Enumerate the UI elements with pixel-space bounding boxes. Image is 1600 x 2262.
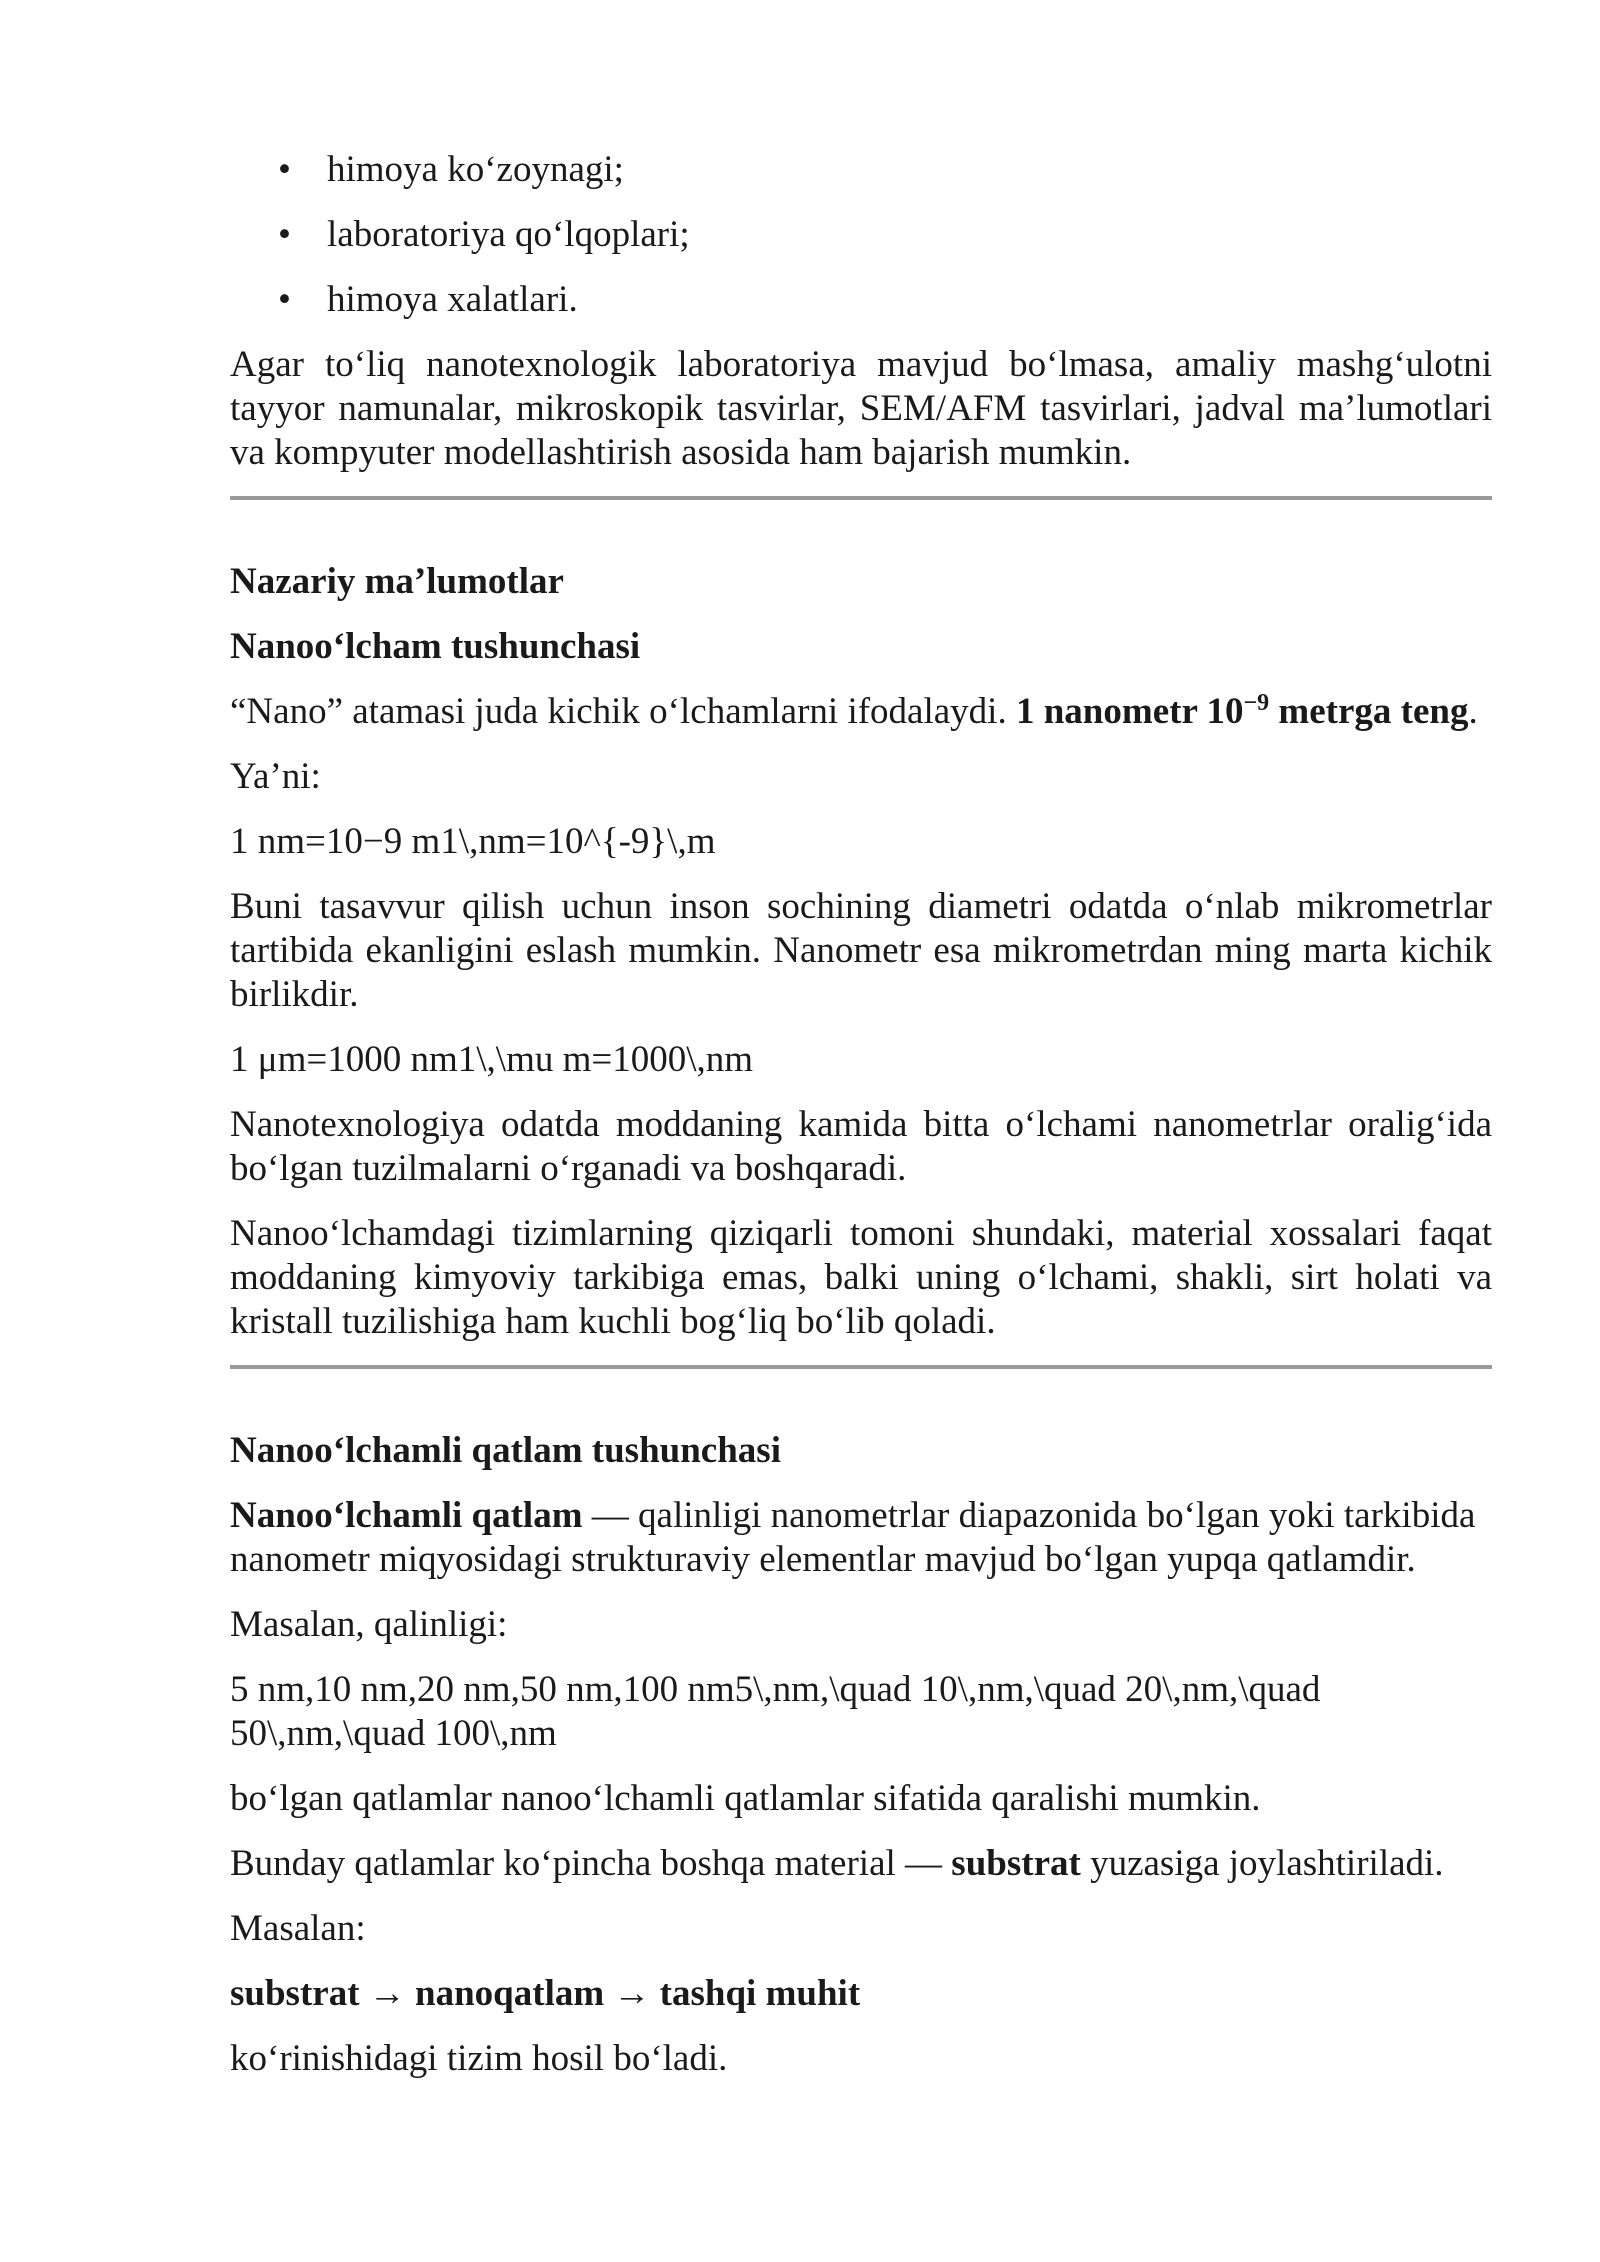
final-paragraph: ko‘rinishidagi tizim hosil bo‘ladi. — [230, 2038, 728, 2079]
formula-nanometer: 1 nm=10−9 m1\,nm=10^{-9}\,m — [230, 821, 716, 862]
subsection-heading: Nanoo‘lcham tushunchasi — [230, 626, 641, 667]
layer-chain: substrat → nanoqatlam → tashqi muhit — [230, 1973, 861, 2014]
list-item: • laboratoriya qo‘lqoplari; — [278, 214, 690, 255]
list-item: • himoya ko‘zoynagi; — [278, 149, 624, 190]
ppe-list — [230, 148, 1492, 322]
nanometer-definition: 1 nanometr $10^{-9}$ metrga teng — [1015, 690, 1469, 732]
bullet-icon: • — [278, 149, 291, 190]
bullet-icon: • — [278, 214, 291, 255]
intro-paragraph: Agar to‘liq nanotexnologik laboratoriya mavjud bo‘lmasa, amaliy mashg‘ulotni tayyor namunalar, mikroskopik tasvirlar, SEM/AFM tasvirlari, jadval ma’lumotlari va kompyuter modellashtirish asosida ham bajarish mumkin. — [230, 344, 1492, 473]
example-label: Masalan: — [230, 1908, 366, 1949]
layer-definition-paragraph: Nanoo‘lchamli qatlam — qalinligi nanometrlar diapazonida bo‘lgan yoki tarkibida nanometr miqyosidagi strukturaviy elementlar mavjud bo‘lgan yupqa qatlamdir. — [230, 1495, 1476, 1580]
hair-diameter-paragraph: Buni tasavvur qilish uchun inson sochining diametri odatda o‘nlab mikrometrlar tartibida ekanligini eslash mumkin. Nanometr esa mikrometrdan ming marta kichik birlikdir. — [230, 886, 1492, 1015]
nanoscale-properties-paragraph: Nanoo‘lchamdagi tizimlarning qiziqarli tomoni shundaki, material xossalari faqat moddaning kimyoviy tarkibiga emas, balki uning o‘lchami, shakli, sirt holati va kristall tuzilishiga ham kuchli bog‘liq bo‘lib qoladi. — [230, 1213, 1492, 1342]
nano-definition-paragraph: “Nano” atamasi juda kichik o‘lchamlarni ifodalaydi. 1 nanometr $10^{-9}$ metrga teng. — [230, 690, 1478, 732]
document-page — [230, 148, 1492, 2102]
section-divider — [230, 496, 1492, 500]
formula-thickness: 5 nm,10 nm,20 nm,50 nm,100 nm5\,nm,\quad 10\,nm,\quad 20\,nm,\quad 50\,nm,\quad 100\,nm — [230, 1669, 1321, 1754]
example-label: Masalan, qalinligi: — [230, 1604, 508, 1645]
section-heading: Nanoo‘lchamli qatlam tushunchasi — [230, 1430, 781, 1471]
formula-micrometer: 1 μm=1000 nm1\,\mu m=1000\,nm — [230, 1039, 754, 1080]
nanotech-paragraph: Nanotexnologiya odatda moddaning kamida bitta o‘lchami nanometrlar oralig‘ida bo‘lgan tuzilmalarni o‘rganadi va boshqaradi. — [230, 1104, 1492, 1189]
section-divider — [230, 1365, 1492, 1369]
substrate-paragraph: Bunday qatlamlar ko‘pincha boshqa material — substrat yuzasiga joylashtiriladi. — [230, 1843, 1444, 1884]
layers-paragraph: bo‘lgan qatlamlar nanoo‘lchamli qatlamlar sifatida qaralishi mumkin. — [230, 1778, 1261, 1819]
section-heading: Nazariy ma’lumotlar — [230, 561, 564, 602]
yani-label: Ya’ni: — [230, 756, 321, 797]
list-item: • himoya xalatlari. — [278, 279, 578, 320]
bullet-icon: • — [278, 279, 291, 320]
